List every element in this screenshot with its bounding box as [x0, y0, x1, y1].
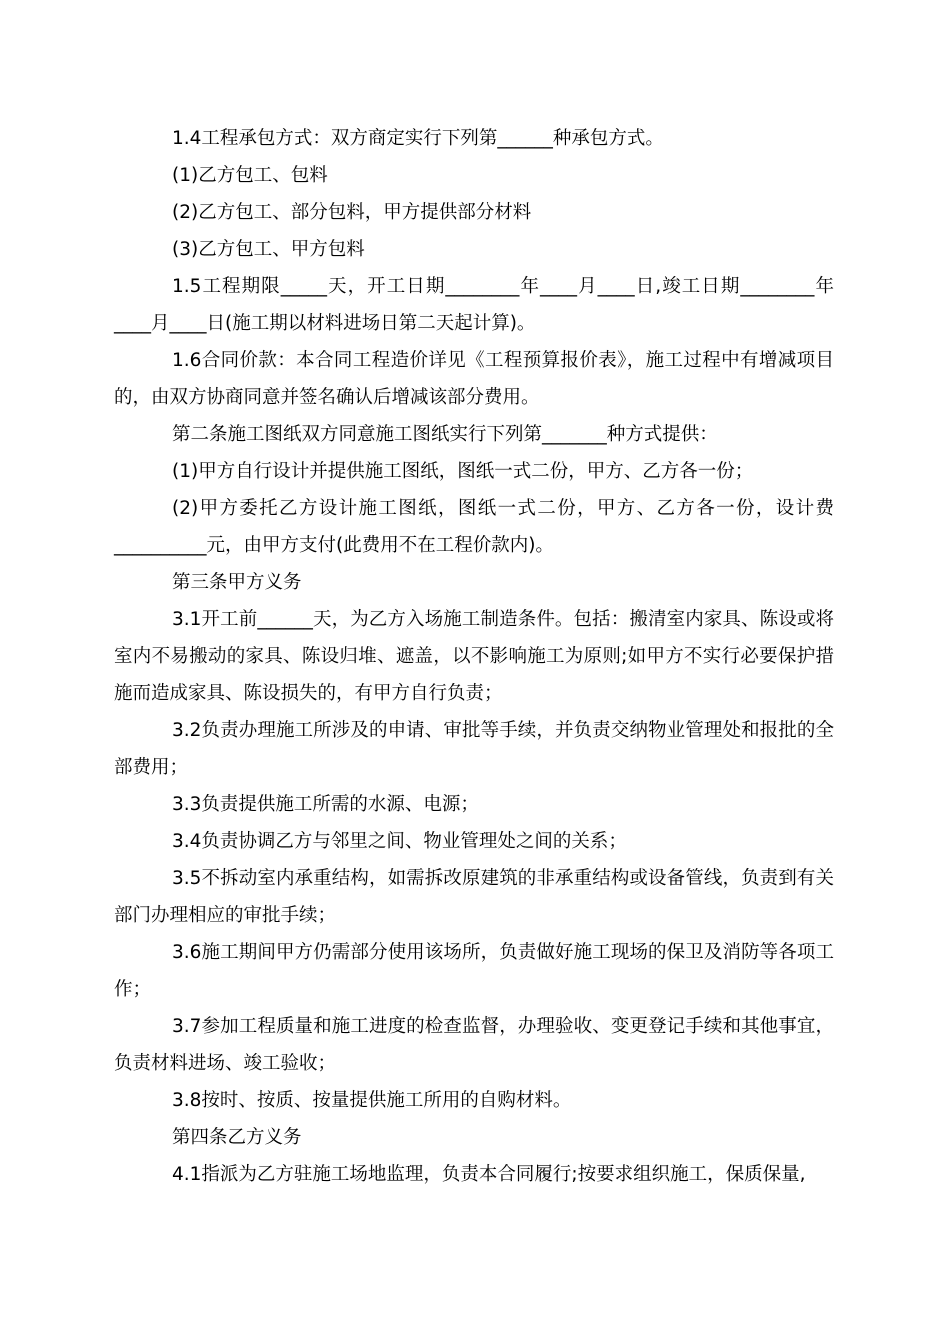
clause-1-5: 1.5工程期限_____天，开工日期________年____月____日,竣工日期________年____月____日(施工期以材料进场日第二天起计算)。 [114, 276, 834, 334]
clause-1-6: 1.6合同价款：本合同工程造价详见《工程预算报价表》，施工过程中有增减项目的，由双方协商同意并签名确认后增减该部分费用。 [114, 350, 834, 408]
option-3: (3)乙方包工、甲方包料 [172, 239, 365, 260]
clause-3-1: 3.1开工前______天，为乙方入场施工制造条件。包括：搬清室内家具、陈设或将室内不易搬动的家具、陈设归堆、遮盖，以不影响施工为原则;如甲方不实行必要保护措施而造成家具、陈设损失的，有甲方自行负责； [114, 609, 834, 704]
article-2-heading: 第二条施工图纸双方同意施工图纸实行下列第_______种方式提供： [172, 424, 718, 445]
clause-3-4: 3.4负责协调乙方与邻里之间、物业管理处之间的关系； [172, 831, 627, 852]
clause-3-8: 3.8按时、按质、按量提供施工所用的自购材料。 [172, 1090, 572, 1111]
clause-3-2: 3.2负责办理施工所涉及的申请、审批等手续，并负责交纳物业管理处和报批的全部费用； [114, 720, 834, 778]
clause-3-3: 3.3负责提供施工所需的水源、电源； [172, 794, 479, 815]
clause-3-5: 3.5不拆动室内承重结构，如需拆改原建筑的非承重结构或设备管线，负责到有关部门办理相应的审批手续； [114, 868, 834, 926]
document-body [114, 120, 834, 1193]
article-2-option-1: (1)甲方自行设计并提供施工图纸，图纸一式二份，甲方、乙方各一份； [172, 461, 754, 482]
option-1: (1)乙方包工、包料 [172, 165, 328, 186]
clause-4-1: 4.1指派为乙方驻施工场地监理，负责本合同履行;按要求组织施工，保质保量, [172, 1164, 806, 1185]
option-2: (2)乙方包工、部分包料，甲方提供部分材料 [172, 202, 532, 223]
clause-1-4: 1.4工程承包方式：双方商定实行下列第______种承包方式。 [172, 128, 664, 149]
clause-3-7: 3.7参加工程质量和施工进度的检查监督，办理验收、变更登记手续和其他事宜，负责材料进场、竣工验收； [114, 1016, 834, 1074]
article-4-heading: 第四条乙方义务 [172, 1127, 302, 1148]
article-2-option-2: (2)甲方委托乙方设计施工图纸，图纸一式二份，甲方、乙方各一份，设计费__________元，由甲方支付(此费用不在工程价款内)。 [114, 498, 834, 556]
article-3-heading: 第三条甲方义务 [172, 572, 302, 593]
clause-3-6: 3.6施工期间甲方仍需部分使用该场所，负责做好施工现场的保卫及消防等各项工作； [114, 942, 834, 1000]
